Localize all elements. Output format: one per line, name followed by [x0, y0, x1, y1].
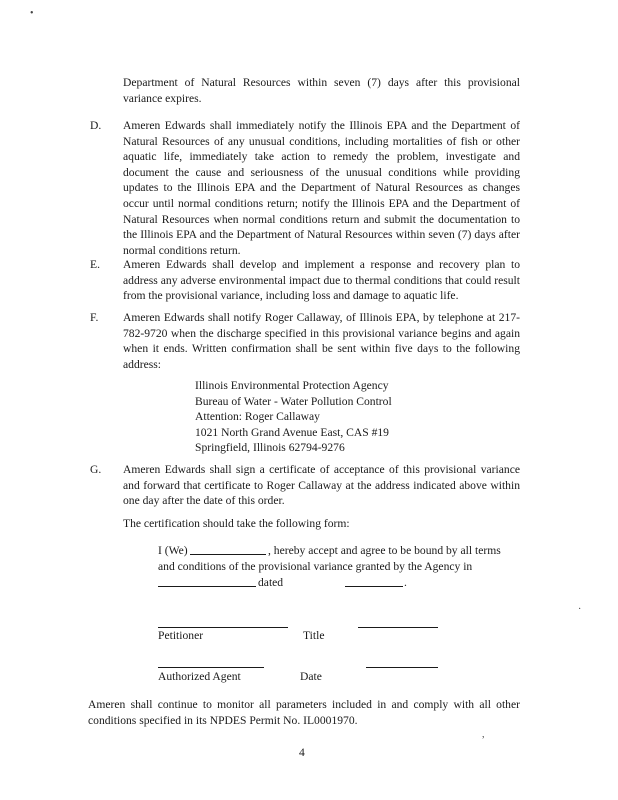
- page-number: 4: [299, 746, 305, 759]
- petitioner-label: Petitioner: [158, 629, 204, 642]
- agent-signature-line: [158, 667, 264, 668]
- address-line: 1021 North Grand Avenue East, CAS #19: [195, 425, 389, 439]
- date-label: Date: [300, 670, 322, 683]
- item-f-letter: F.: [90, 311, 99, 324]
- cert-period: .: [404, 576, 407, 589]
- item-e-text: Ameren Edwards shall develop and implement a response and recovery plan to address any adverse environmental impact due to thermal conditions that could result from the provisional variance, including loss and damage to aquatic life.: [123, 258, 520, 303]
- title-signature-line: [358, 627, 438, 628]
- address-line: Springfield, Illinois 62794-9276: [195, 441, 345, 455]
- title-label: Title: [303, 629, 325, 642]
- cert-line1-pre: I (We): [158, 544, 188, 557]
- cert-name-blank: [190, 554, 266, 555]
- item-g-text: Ameren Edwards shall sign a certificate of acceptance of this provisional variance and forward that certificate to Roger Callaway at the address indicated above within one day after the date of this order.: [123, 463, 520, 508]
- item-e-letter: E.: [90, 258, 100, 271]
- continuation-paragraph: Department of Natural Resources within seven (7) days after this provisional variance expires.: [123, 76, 520, 105]
- cert-intro: The certification should take the following form:: [123, 517, 350, 530]
- cert-docket-blank: [158, 586, 256, 587]
- item-g-letter: G.: [90, 463, 102, 476]
- scan-mark: •: [30, 8, 34, 19]
- address-line: Attention: Roger Callaway: [195, 410, 320, 424]
- scan-mark: ,: [482, 729, 485, 740]
- item-d-letter: D.: [90, 119, 102, 132]
- closing-paragraph: Ameren shall continue to monitor all parameters included in and comply with all other conditions specified in its NPDES Permit No. IL0001970.: [88, 698, 520, 727]
- cert-line1-post: , hereby accept and agree to be bound by all terms: [268, 544, 501, 557]
- item-d-text: Ameren Edwards shall immediately notify the Illinois EPA and the Department of Natural Resources of any unusual conditions, including mortalities of fish or other aquatic life, immediately take action to remedy the problem, investigate and document the cause and seriousness of the unusual conditions while providing updates to the Illinois EPA and the Department of Natural Resources as changes occur until normal conditions return; notify the Illinois EPA and the Department of Natural Resources when normal conditions return and submit the documentation to the Illinois EPA and the Department of Natural Resources within seven (7) days after normal conditions return.: [123, 119, 520, 257]
- address-block: [195, 378, 515, 456]
- address-line: Bureau of Water - Water Pollution Control: [195, 394, 392, 408]
- cert-date-blank: [345, 586, 403, 587]
- scan-mark: ·: [578, 604, 582, 615]
- authorized-agent-label: Authorized Agent: [158, 670, 241, 683]
- cert-dated-label: dated: [258, 576, 284, 589]
- cert-line2: and conditions of the provisional variance granted by the Agency in: [158, 560, 473, 573]
- address-line: Illinois Environmental Protection Agency: [195, 379, 389, 392]
- date-signature-line: [366, 667, 438, 668]
- item-f-text: Ameren Edwards shall notify Roger Callaway, of Illinois EPA, by telephone at 217-782-9720 when the discharge specified in this provisional variance begins and again when it ends. Written confirmation shall be sent within five days to the following address:: [123, 311, 520, 371]
